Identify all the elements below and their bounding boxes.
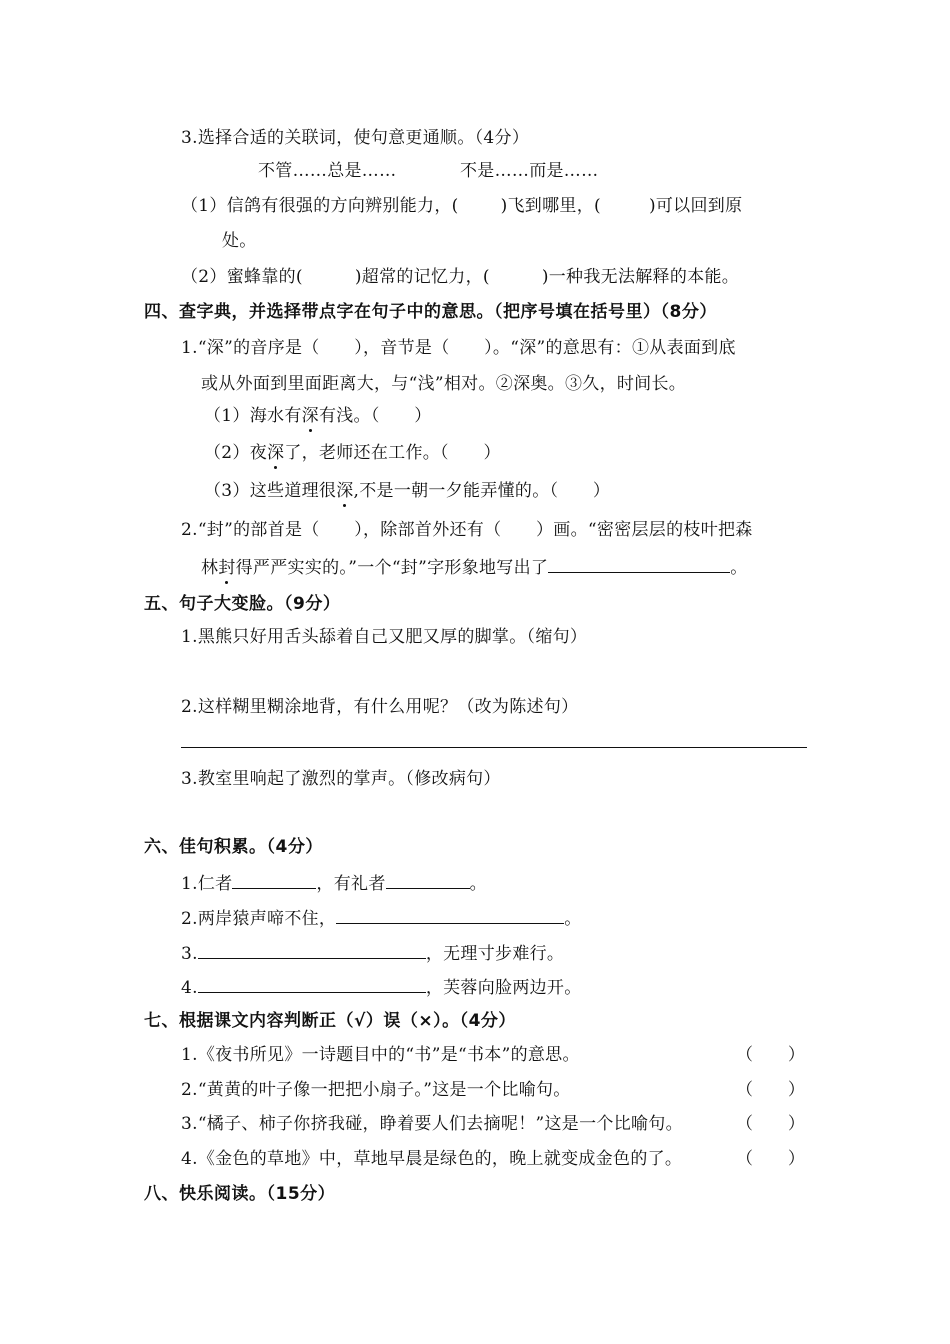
- section-8-heading: 八、快乐阅读。（15分）: [144, 1184, 336, 1204]
- q3-item-1-part-a: （1）信鸽有很强的方向辨别能力，(: [181, 196, 459, 216]
- answer-blank[interactable]: [336, 905, 564, 924]
- answer-paren[interactable]: （ ）: [736, 1149, 806, 1169]
- sentence-text: 。: [564, 909, 582, 929]
- q3-item-2-part-a: （2）蜜蜂靠的(: [181, 267, 303, 287]
- sentence-text: 4.: [181, 978, 198, 998]
- q3-item-1-part-c: )可以回到原: [648, 196, 743, 216]
- s6-q1: [181, 870, 487, 896]
- s7-item-1: 1.《夜书所见》一诗题目中的“书”是“书本”的意思。: [181, 1045, 580, 1065]
- q3-option-2: 不是……而是……: [460, 161, 599, 181]
- section-6-heading: 六、佳句积累。（4分）: [144, 837, 323, 857]
- q3-item-1-part-b: )飞到哪里，(: [500, 196, 601, 216]
- s4-q1-sentence-1: [204, 404, 432, 428]
- sentence-text: 了，老师还在工作。（ ）: [284, 443, 501, 463]
- answer-blank[interactable]: [198, 940, 426, 959]
- s5-q1: 1.黑熊只好用舌头舔着自己又肥又厚的脚掌。（缩句）: [181, 627, 588, 647]
- sentence-text: 3.: [181, 944, 198, 964]
- q3-item-2-part-b: )超常的记忆力，(: [354, 267, 490, 287]
- sentence-text: 。: [469, 874, 487, 894]
- s4-q1-sentence-3: [204, 479, 610, 503]
- dotted-character: 封: [218, 558, 236, 578]
- sentence-text: 1.仁者: [181, 874, 233, 894]
- sentence-text: 。: [730, 558, 748, 578]
- sentence-text: （2）夜: [204, 443, 268, 463]
- s6-q2: [181, 905, 582, 931]
- s7-item-3: 3.“橘子、柿子你挤我碰，睁着要人们去摘呢！”这是一个比喻句。: [181, 1114, 683, 1134]
- sentence-text: （3）这些道理很: [204, 481, 337, 501]
- dotted-character: 深: [301, 406, 319, 426]
- q3-item-1: [181, 194, 742, 218]
- s4-q1-line2: 或从外面到里面距离大，与“浅”相对。②深奥。③久，时间长。: [201, 374, 687, 394]
- section-7-heading: 七、根据课文内容判断正（√）误（×）。（4分）: [144, 1011, 516, 1031]
- q3-item-2: [181, 265, 739, 289]
- sentence-text: ，芙蓉向脸两边开。: [425, 978, 582, 998]
- dotted-character: 深: [267, 443, 285, 463]
- sentence-text: ，有礼者: [316, 874, 386, 894]
- s6-q4: [181, 974, 582, 1000]
- s4-q2-line1: 2.“封”的部首是（ ），除部首外还有（ ）画。“密密层层的枝叶把森: [181, 520, 753, 540]
- s4-q1-sentence-2: [204, 441, 501, 465]
- answer-blank[interactable]: [198, 974, 426, 993]
- s5-q3: 3.教室里响起了激烈的掌声。（修改病句）: [181, 769, 501, 789]
- sentence-text: 2.两岸猿声啼不住，: [181, 909, 337, 929]
- q3-option-1: 不管……总是……: [258, 161, 397, 181]
- answer-paren[interactable]: （ ）: [736, 1080, 806, 1100]
- sentence-text: ，无理寸步难行。: [425, 944, 565, 964]
- q3-item-1-cont: 处。: [222, 231, 257, 251]
- s5-q2: 2.这样糊里糊涂地背，有什么用呢？（改为陈述句）: [181, 697, 579, 717]
- sentence-text: ,不是一朝一夕能弄懂的。（ ）: [353, 481, 611, 501]
- sentence-text: 有浅。（ ）: [318, 406, 432, 426]
- section-4-heading: 四、查字典，并选择带点字在句子中的意思。（把序号填在括号里）（8分）: [144, 302, 717, 322]
- answer-paren[interactable]: （ ）: [736, 1045, 806, 1065]
- answer-paren[interactable]: （ ）: [736, 1114, 806, 1134]
- sentence-text: （1）海水有: [204, 406, 302, 426]
- answer-blank[interactable]: [232, 870, 316, 889]
- answer-line[interactable]: [181, 747, 807, 748]
- s4-q2-line2: [201, 554, 748, 580]
- s7-item-4: 4.《金色的草地》中，草地早晨是绿色的，晚上就变成金色的了。: [181, 1149, 683, 1169]
- q3-title: 3.选择合适的关联词，使句意更通顺。（4分）: [181, 128, 530, 148]
- s6-q3: [181, 940, 564, 966]
- s4-q1-line1: 1.“深”的音序是（ ），音节是（ ）。“深”的意思有：①从表面到底: [181, 338, 736, 358]
- s7-item-2: 2.“黄黄的叶子像一把把小扇子。”这是一个比喻句。: [181, 1080, 571, 1100]
- sentence-text: 林: [201, 558, 219, 578]
- answer-blank[interactable]: [548, 554, 730, 573]
- sentence-text: 得严严实实的。”一个“封”字形象地写出了: [235, 558, 549, 578]
- q3-item-2-part-c: )一种我无法解释的本能。: [541, 267, 740, 287]
- section-5-heading: 五、句子大变脸。（9分）: [144, 594, 341, 614]
- dotted-character: 深: [336, 481, 354, 501]
- answer-blank[interactable]: [386, 870, 470, 889]
